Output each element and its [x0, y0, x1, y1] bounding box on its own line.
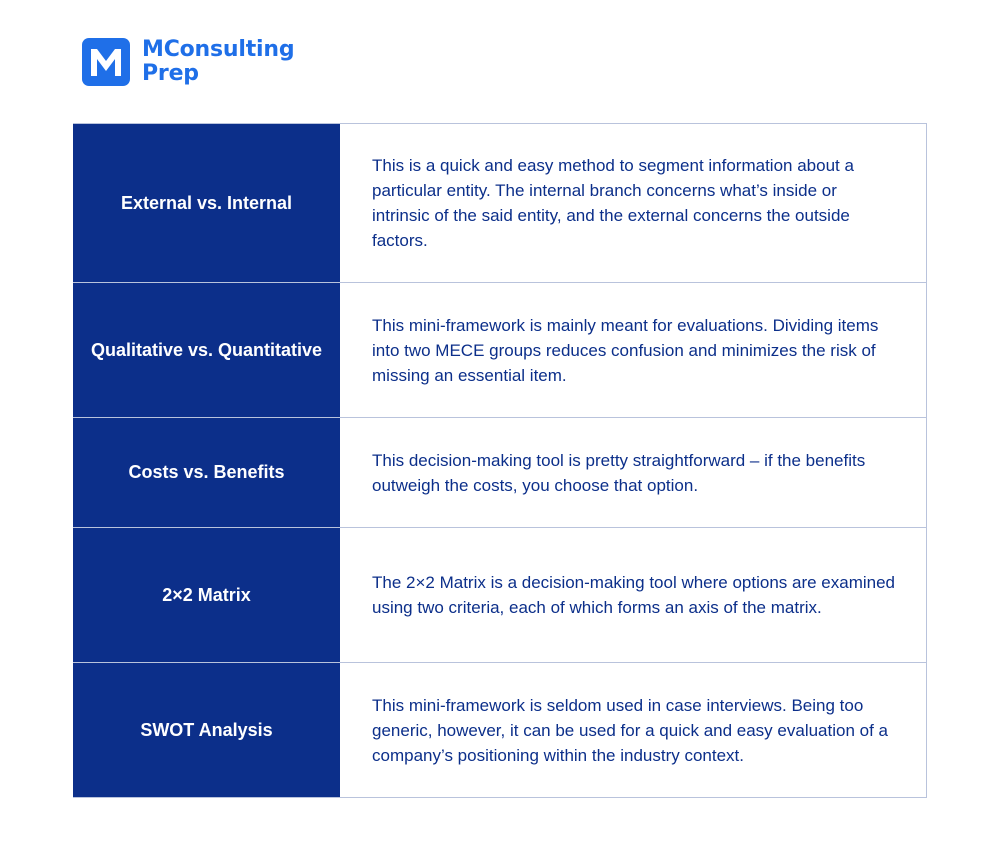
framework-description-text: This decision-making tool is pretty straightforward – if the benefits outweigh the costs, you choose that option.: [372, 450, 866, 495]
framework-description-text: This mini-framework is seldom used in case interviews. Being too generic, however, it can be used for a quick and easy evaluation of a company’s positioning within the industry context.: [372, 695, 888, 765]
table-row: [73, 283, 927, 418]
framework-name: 2×2 Matrix: [73, 528, 340, 662]
brand-name-line1: MConsulting: [142, 37, 295, 62]
logo-m-glyph: [88, 46, 124, 78]
framework-description-text: The 2×2 Matrix is a decision-making tool where options are examined using two criteria, each of which forms an axis of the matrix.: [372, 573, 896, 617]
table-row: [73, 418, 927, 528]
table-row: [73, 124, 927, 283]
frameworks-table: [73, 123, 927, 798]
logo-m-icon: [82, 38, 130, 86]
framework-description-text: This is a quick and easy method to segment information about a particular entity. The internal branch concerns what’s inside or intrinsic of the said entity, and the external concerns the outside factors.: [372, 156, 854, 250]
table-row: [73, 528, 927, 663]
framework-name: SWOT Analysis: [73, 663, 340, 797]
framework-name: Qualitative vs. Quantitative: [73, 283, 340, 417]
framework-description: [340, 418, 927, 527]
framework-description-text: This mini-framework is mainly meant for evaluations. Dividing items into two MECE groups reduces confusion and minimizes the risk of missing an essential item.: [372, 315, 879, 385]
brand-name: [142, 38, 294, 86]
framework-description: [340, 124, 927, 282]
framework-description: [340, 663, 927, 797]
framework-name: External vs. Internal: [73, 124, 340, 282]
framework-description: [340, 283, 927, 417]
table-row: [73, 663, 927, 798]
brand-logo: [82, 38, 294, 86]
framework-description: [340, 528, 927, 662]
brand-name-line2: Prep: [142, 61, 199, 86]
framework-name: Costs vs. Benefits: [73, 418, 340, 527]
